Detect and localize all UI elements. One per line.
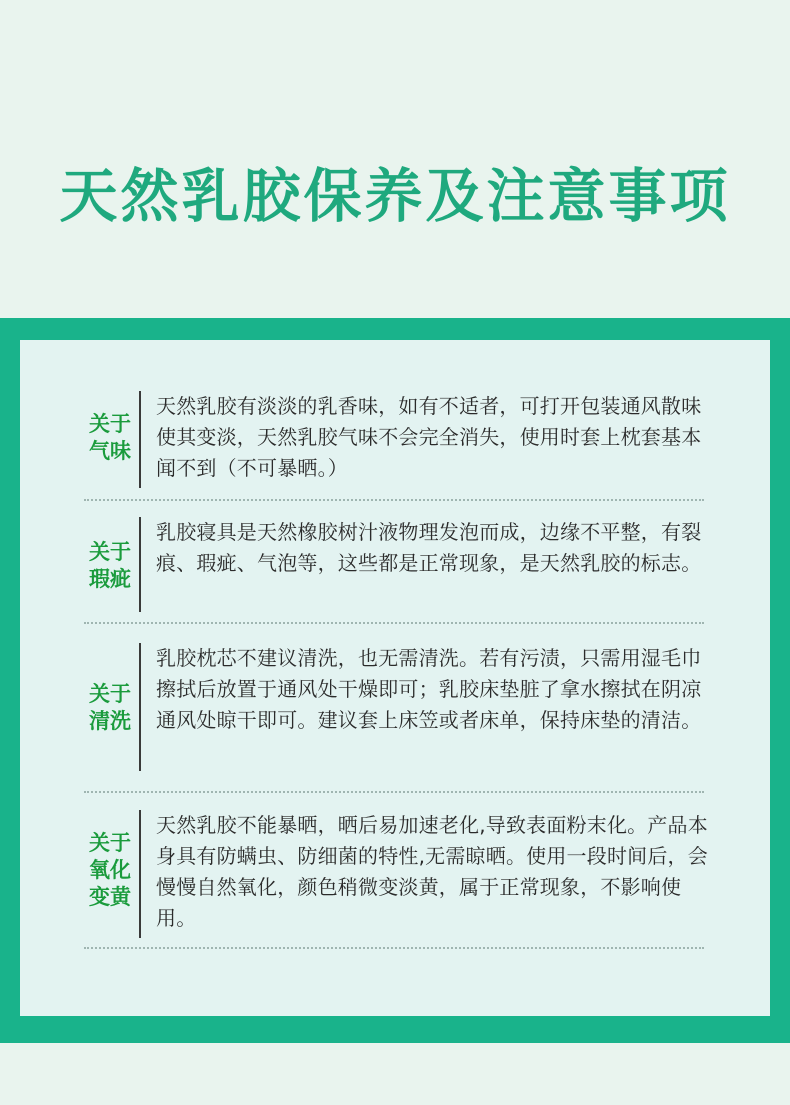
label-line: 瑕疵 [89, 567, 131, 591]
dotted-divider [84, 499, 704, 501]
section-text: 天然乳胶不能暴晒，晒后易加速老化,导致表面粉末化。产品本身具有防螨虫、防细菌的特性,无需晾晒。使用一段时间后，会慢慢自然氧化，颜色稍微变淡黄，属于正常现象，不影响使用。 [156, 813, 708, 930]
dotted-divider [84, 791, 704, 793]
vertical-rule [139, 391, 141, 488]
vertical-rule [139, 517, 141, 612]
section-smell [84, 391, 704, 486]
label-line: 关于 [89, 682, 131, 706]
content-panel [20, 340, 770, 1016]
section-text: 天然乳胶有淡淡的乳香味，如有不适者，可打开包装通风散味使其变淡，天然乳胶气味不会完全消失，使用时套上枕套基本闻不到（不可暴晒。） [156, 394, 702, 480]
dotted-divider [84, 622, 704, 624]
label-line: 关于 [89, 831, 131, 855]
section-washing [84, 643, 704, 773]
vertical-rule [139, 810, 141, 938]
section-label [84, 830, 136, 911]
section-label [84, 681, 136, 735]
dotted-divider [84, 947, 704, 949]
green-frame [0, 318, 790, 1043]
label-line: 氧化 [89, 858, 131, 882]
label-line: 气味 [89, 439, 131, 463]
section-flaws [84, 517, 704, 612]
section-oxidation [84, 810, 708, 940]
label-line: 关于 [89, 540, 131, 564]
section-label [84, 411, 136, 465]
vertical-rule [139, 643, 141, 771]
section-text: 乳胶枕芯不建议清洗，也无需清洗。若有污渍，只需用湿毛巾擦拭后放置于通风处干燥即可；乳胶床垫脏了拿水擦拭在阴凉通风处晾干即可。建议套上床笠或者床单，保持床垫的清洁。 [156, 646, 702, 732]
section-text: 乳胶寝具是天然橡胶树汁液物理发泡而成，边缘不平整，有裂痕、瑕疵、气泡等，这些都是正常现象，是天然乳胶的标志。 [156, 520, 702, 575]
section-label [84, 539, 136, 593]
page-title: 天然乳胶保养及注意事项 [59, 162, 731, 230]
label-line: 变黄 [89, 885, 131, 909]
label-line: 关于 [89, 412, 131, 436]
label-line: 清洗 [89, 709, 131, 733]
